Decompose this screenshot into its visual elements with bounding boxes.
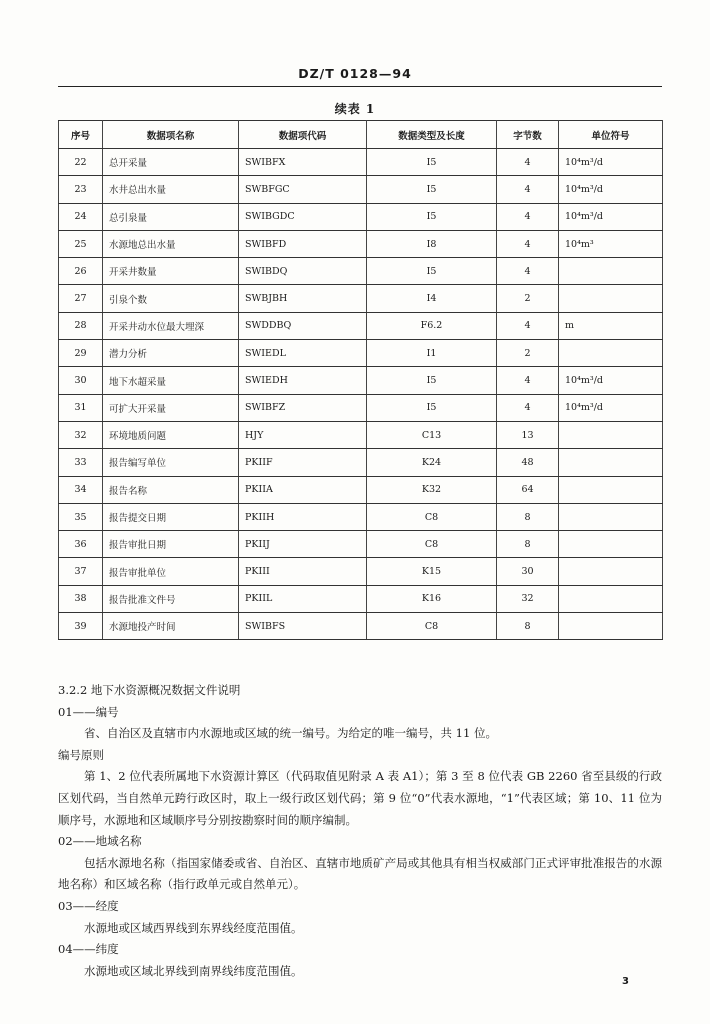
- cell-item-name: 开采井数量: [103, 258, 239, 285]
- rule-text: 第 1、2 位代表所属地下水资源计算区（代码取值见附录 A 表 A1）；第 3 至 8 位代表 GB 2260 省至县级的行政区划代码，当自然单元跨行政区时，取上一级行政区划代码；第 9 位“0”代表水源地，“1”代表区域；第 10、11 位为顺序号，水源地和区域顺序号分别按勘察时间的顺序编制。: [58, 769, 662, 827]
- cell-item-code: SWIBFX: [239, 149, 367, 176]
- cell-bytes: 8: [497, 531, 559, 558]
- cell-seq: 32: [59, 421, 103, 448]
- table-row: [59, 585, 663, 612]
- cell-bytes: 2: [497, 285, 559, 312]
- cell-seq: 39: [59, 613, 103, 640]
- cell-bytes: 4: [497, 367, 559, 394]
- cell-bytes: 8: [497, 613, 559, 640]
- table-row: [59, 421, 663, 448]
- item-03-text: 水源地或区域西界线到东界线经度范围值。: [84, 920, 303, 935]
- header-rule: [58, 86, 662, 87]
- cell-unit: 10⁴m³: [559, 230, 663, 257]
- cell-data-type: C13: [367, 421, 497, 448]
- cell-seq: 35: [59, 503, 103, 530]
- item-02-text: 包括水源地名称（指国家储委或省、自治区、直辖市地质矿产局或其他具有相当权威部门正式评审批准报告的水源地名称）和区域名称（指行政单元或自然单元）。: [58, 855, 662, 892]
- cell-item-code: PKIII: [239, 558, 367, 585]
- table-title: 续表 1: [334, 102, 376, 116]
- cell-item-name: 报告审批日期: [103, 531, 239, 558]
- table-row: [59, 558, 663, 585]
- cell-data-type: K32: [367, 476, 497, 503]
- cell-bytes: 48: [497, 449, 559, 476]
- cell-bytes: 4: [497, 312, 559, 339]
- cell-data-type: C8: [367, 503, 497, 530]
- cell-unit: [559, 503, 663, 530]
- table-row: [59, 613, 663, 640]
- item-03-label: 03——经度: [58, 898, 119, 913]
- cell-unit: m: [559, 312, 663, 339]
- cell-item-name: 水源地投产时间: [103, 613, 239, 640]
- cell-bytes: 4: [497, 230, 559, 257]
- cell-bytes: 4: [497, 176, 559, 203]
- section-heading: 3.2.2 地下水资源概况数据文件说明: [58, 683, 241, 697]
- cell-item-code: SWBJBH: [239, 285, 367, 312]
- cell-data-type: I5: [367, 149, 497, 176]
- table-row: [59, 476, 663, 503]
- col-header-bytes: 字节数: [497, 121, 559, 149]
- cell-item-code: SWIEDL: [239, 340, 367, 367]
- rule-label: 编号原则: [58, 747, 104, 762]
- col-header-unit: 单位符号: [559, 121, 663, 149]
- cell-bytes: 13: [497, 421, 559, 448]
- table-row: [59, 503, 663, 530]
- cell-item-name: 引泉个数: [103, 285, 239, 312]
- item-01-label: 01——编号: [58, 704, 119, 719]
- cell-item-code: SWIBFS: [239, 613, 367, 640]
- cell-seq: 33: [59, 449, 103, 476]
- cell-seq: 26: [59, 258, 103, 285]
- standard-code: DZ/T 0128—94: [298, 66, 412, 81]
- table-row: [59, 149, 663, 176]
- item-02-label: 02——地域名称: [58, 834, 142, 849]
- cell-unit: [559, 558, 663, 585]
- cell-item-name: 报告提交日期: [103, 503, 239, 530]
- item-04-label: 04——纬度: [58, 942, 119, 957]
- cell-seq: 28: [59, 312, 103, 339]
- cell-bytes: 32: [497, 585, 559, 612]
- cell-data-type: I5: [367, 258, 497, 285]
- cell-seq: 34: [59, 476, 103, 503]
- cell-data-type: K15: [367, 558, 497, 585]
- cell-unit: [559, 531, 663, 558]
- cell-data-type: I5: [367, 367, 497, 394]
- cell-item-name: 可扩大开采量: [103, 394, 239, 421]
- cell-item-code: PKIIA: [239, 476, 367, 503]
- cell-item-code: PKIIJ: [239, 531, 367, 558]
- cell-bytes: 64: [497, 476, 559, 503]
- cell-item-code: SWIBFZ: [239, 394, 367, 421]
- cell-data-type: C8: [367, 613, 497, 640]
- cell-item-code: PKIIF: [239, 449, 367, 476]
- cell-bytes: 4: [497, 258, 559, 285]
- col-header-item-name: 数据项名称: [103, 121, 239, 149]
- cell-item-code: SWBFGC: [239, 176, 367, 203]
- cell-unit: 10⁴m³/d: [559, 367, 663, 394]
- cell-item-name: 报告编写单位: [103, 449, 239, 476]
- table-row: [59, 449, 663, 476]
- cell-item-code: SWIBDQ: [239, 258, 367, 285]
- cell-seq: 27: [59, 285, 103, 312]
- cell-seq: 24: [59, 203, 103, 230]
- cell-unit: [559, 613, 663, 640]
- cell-item-name: 报告批准文件号: [103, 585, 239, 612]
- cell-bytes: 8: [497, 503, 559, 530]
- item-04-text: 水源地或区域北界线到南界线纬度范围值。: [84, 963, 303, 978]
- cell-unit: [559, 449, 663, 476]
- cell-seq: 37: [59, 558, 103, 585]
- cell-bytes: 4: [497, 149, 559, 176]
- cell-data-type: I5: [367, 203, 497, 230]
- cell-bytes: 4: [497, 203, 559, 230]
- table-row: [59, 394, 663, 421]
- cell-unit: [559, 258, 663, 285]
- cell-seq: 22: [59, 149, 103, 176]
- cell-data-type: F6.2: [367, 312, 497, 339]
- cell-unit: [559, 421, 663, 448]
- table-row: [59, 230, 663, 257]
- cell-item-code: HJY: [239, 421, 367, 448]
- table-row: [59, 340, 663, 367]
- col-header-item-code: 数据项代码: [239, 121, 367, 149]
- table-row: [59, 367, 663, 394]
- table-row: [59, 285, 663, 312]
- cell-unit: [559, 285, 663, 312]
- cell-unit: [559, 340, 663, 367]
- cell-data-type: I8: [367, 230, 497, 257]
- cell-item-name: 报告名称: [103, 476, 239, 503]
- cell-item-name: 潜力分析: [103, 340, 239, 367]
- cell-data-type: I5: [367, 176, 497, 203]
- page-number: 3: [622, 976, 629, 987]
- cell-item-code: SWIBGDC: [239, 203, 367, 230]
- cell-item-name: 开采井动水位最大埋深: [103, 312, 239, 339]
- table-row: [59, 203, 663, 230]
- cell-seq: 30: [59, 367, 103, 394]
- cell-seq: 36: [59, 531, 103, 558]
- cell-unit: 10⁴m³/d: [559, 203, 663, 230]
- table-row: [59, 312, 663, 339]
- cell-item-code: SWIEDH: [239, 367, 367, 394]
- cell-item-code: SWDDBQ: [239, 312, 367, 339]
- cell-item-code: PKIIL: [239, 585, 367, 612]
- cell-item-name: 总开采量: [103, 149, 239, 176]
- cell-data-type: I4: [367, 285, 497, 312]
- table-row: [59, 258, 663, 285]
- cell-data-type: K24: [367, 449, 497, 476]
- cell-data-type: I1: [367, 340, 497, 367]
- cell-data-type: K16: [367, 585, 497, 612]
- table-row: [59, 176, 663, 203]
- cell-seq: 23: [59, 176, 103, 203]
- table-header-row: [59, 121, 663, 149]
- section-body: [58, 680, 662, 982]
- cell-bytes: 4: [497, 394, 559, 421]
- cell-seq: 31: [59, 394, 103, 421]
- data-items-table: [58, 120, 663, 640]
- cell-unit: [559, 585, 663, 612]
- cell-item-name: 环境地质问题: [103, 421, 239, 448]
- cell-unit: 10⁴m³/d: [559, 394, 663, 421]
- col-header-seq: 序号: [59, 121, 103, 149]
- cell-item-name: 报告审批单位: [103, 558, 239, 585]
- cell-item-name: 总引泉量: [103, 203, 239, 230]
- cell-item-name: 水源地总出水量: [103, 230, 239, 257]
- cell-item-code: SWIBFD: [239, 230, 367, 257]
- cell-seq: 25: [59, 230, 103, 257]
- cell-item-name: 地下水超采量: [103, 367, 239, 394]
- cell-unit: 10⁴m³/d: [559, 176, 663, 203]
- cell-item-name: 水井总出水量: [103, 176, 239, 203]
- cell-bytes: 2: [497, 340, 559, 367]
- cell-data-type: I5: [367, 394, 497, 421]
- table-row: [59, 531, 663, 558]
- cell-data-type: C8: [367, 531, 497, 558]
- cell-seq: 38: [59, 585, 103, 612]
- col-header-data-type: 数据类型及长度: [367, 121, 497, 149]
- cell-unit: [559, 476, 663, 503]
- cell-item-code: PKIIH: [239, 503, 367, 530]
- item-01-text: 省、自治区及直辖市内水源地或区域的统一编号。为给定的唯一编号，共 11 位。: [84, 726, 497, 741]
- cell-bytes: 30: [497, 558, 559, 585]
- cell-unit: 10⁴m³/d: [559, 149, 663, 176]
- cell-seq: 29: [59, 340, 103, 367]
